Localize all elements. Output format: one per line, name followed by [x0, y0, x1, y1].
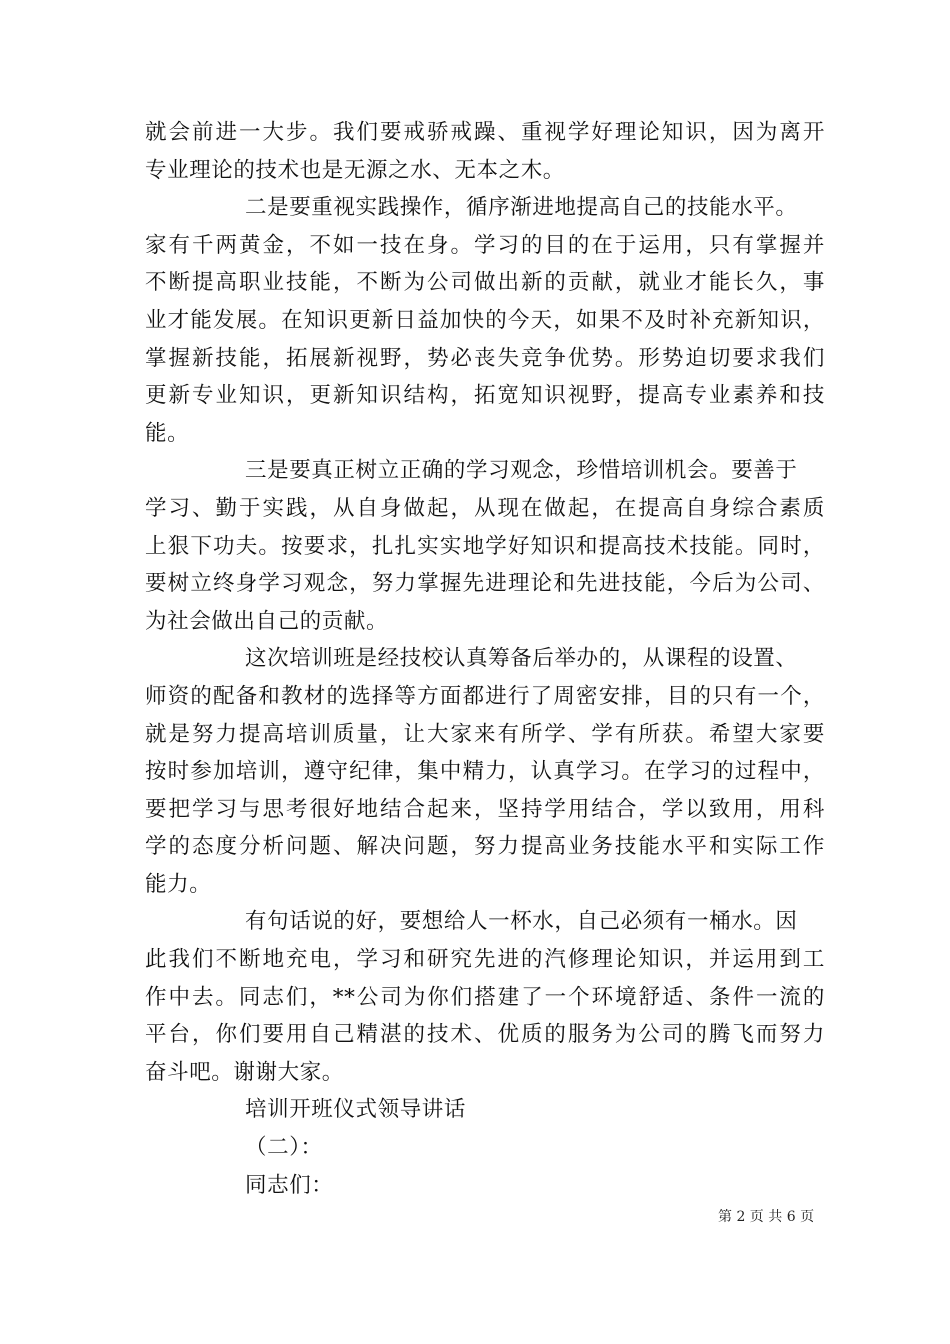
text-line: 就是努力提高培训质量，让大家来有所学、学有所获。希望大家要 — [145, 721, 825, 747]
text-line: 业才能发展。在知识更新日益加快的今天，如果不及时补充新知识， — [145, 307, 825, 333]
paragraph-start-line: 三是要真正树立正确的学习观念，珍惜培训机会。要善于 — [245, 458, 798, 484]
text-line: 掌握新技能，拓展新视野，势必丧失竞争优势。形势迫切要求我们 — [145, 345, 825, 371]
text-line: 学习、勤于实践，从自身做起，从现在做起，在提高自身综合素质 — [145, 495, 825, 521]
text-line: 作中去。同志们，**公司为你们搭建了一个环境舒适、条件一流的 — [145, 984, 825, 1010]
text-line: 要树立终身学习观念，努力掌握先进理论和先进技能，今后为公司、 — [145, 571, 825, 597]
text-line: 按时参加培训，遵守纪律，集中精力，认真学习。在学习的过程中， — [145, 759, 825, 785]
text-line: 就会前进一大步。我们要戒骄戒躁、重视学好理论知识，因为离开 — [145, 120, 825, 145]
text-line: 家有千两黄金，不如一技在身。学习的目的在于运用，只有掌握并 — [145, 232, 825, 258]
text-line: 能力。 — [145, 871, 212, 897]
section-title: 培训开班仪式领导讲话 — [245, 1097, 467, 1123]
text-line: 此我们不断地充电，学习和研究先进的汽修理论知识，并运用到工 — [145, 947, 825, 973]
section-number: （二）： — [245, 1135, 323, 1161]
text-line: 更新专业知识，更新知识结构，拓宽知识视野，提高专业素养和技 — [145, 383, 825, 409]
paragraph-start-line: 有句话说的好，要想给人一杯水，自己必须有一桶水。因 — [245, 909, 798, 935]
salutation: 同志们： — [245, 1172, 334, 1198]
text-line: 专业理论的技术也是无源之水、无本之木。 — [145, 157, 565, 183]
text-line: 学的态度分析问题、解决问题，努力提高业务技能水平和实际工作 — [145, 834, 825, 860]
text-line: 能。 — [145, 420, 190, 446]
document-body — [145, 114, 825, 1204]
text-line: 为社会做出自己的贡献。 — [145, 608, 389, 634]
text-line: 上狠下功夫。按要求，扎扎实实地学好知识和提高技术技能。同时， — [145, 533, 825, 559]
text-line: 不断提高职业技能，不断为公司做出新的贡献，就业才能长久，事 — [145, 270, 825, 296]
text-line: 奋斗吧。谢谢大家。 — [145, 1059, 344, 1085]
text-line: 要把学习与思考很好地结合起来，坚持学用结合，学以致用，用科 — [145, 796, 825, 822]
text-line: 师资的配备和教材的选择等方面都进行了周密安排，目的只有一个， — [145, 683, 825, 709]
page-number-footer: 第 2 页 共 6 页 — [718, 1209, 815, 1225]
text-line: 平台，你们要用自己精湛的技术、优质的服务为公司的腾飞而努力 — [145, 1022, 825, 1048]
paragraph-start-line: 二是要重视实践操作，循序渐进地提高自己的技能水平。 — [245, 195, 798, 221]
paragraph-start-line: 这次培训班是经技校认真筹备后举办的，从课程的设置、 — [245, 646, 798, 672]
